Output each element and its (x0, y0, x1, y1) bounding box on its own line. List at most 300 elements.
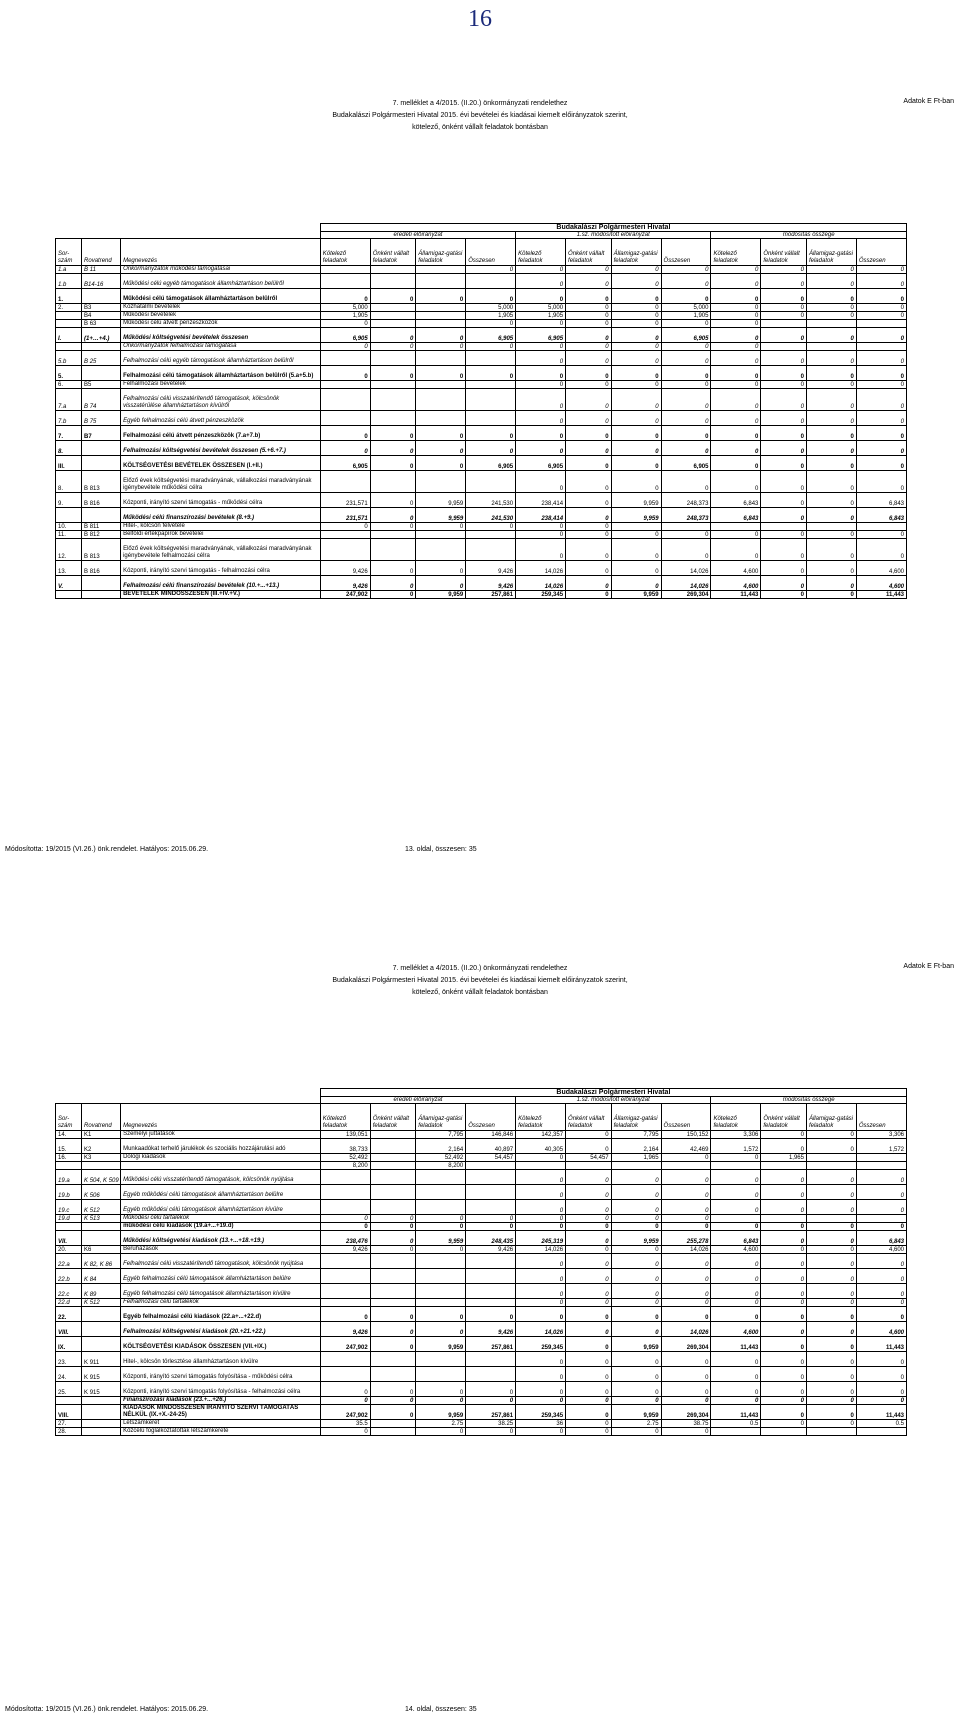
value-cell: 0 (856, 1170, 906, 1185)
value-cell: 9,959 (611, 493, 661, 508)
value-cell: 14,026 (516, 1246, 566, 1254)
value-cell (320, 1170, 370, 1185)
row-label: Belföldi értékpapírok bevételei (121, 531, 321, 539)
row-code: B 63 (82, 320, 121, 328)
value-cell: 4,600 (711, 1246, 761, 1254)
value-cell: 0 (806, 1269, 856, 1284)
value-cell: 0 (661, 1307, 711, 1322)
value-cell (856, 523, 906, 531)
table-row (56, 366, 907, 381)
value-cell: 0 (516, 289, 566, 304)
value-cell: 0 (370, 591, 416, 599)
value-cell: 0 (856, 1185, 906, 1200)
value-cell (566, 1162, 612, 1170)
value-cell: 0 (856, 1299, 906, 1307)
value-cell (466, 274, 516, 289)
value-cell: 146,846 (466, 1131, 516, 1139)
value-cell (416, 531, 466, 539)
value-cell (856, 1162, 906, 1170)
value-cell (711, 1428, 761, 1436)
value-cell (370, 1162, 416, 1170)
value-cell: 139,051 (320, 1131, 370, 1139)
row-code: B14-16 (82, 274, 121, 289)
value-cell: 0 (566, 1382, 612, 1397)
row-label: Működési célú átvett pénzeszközök (121, 320, 321, 328)
blank-cell (56, 232, 321, 239)
table-row (56, 1254, 907, 1269)
row-label: Közhatalmi bevételek (121, 304, 321, 312)
value-cell: 0 (370, 1405, 416, 1420)
row-number: 22. (56, 1307, 82, 1322)
value-cell: 4,600 (711, 1322, 761, 1337)
row-number: 2. (56, 304, 82, 312)
value-cell: 0 (856, 389, 906, 411)
value-cell: 0 (611, 1428, 661, 1436)
row-label: Munkaadókat terhelő járulékok és szociális hozzájárulási adó (121, 1139, 321, 1154)
value-cell: 0 (711, 1223, 761, 1231)
row-label: Felhalmozási célú visszatérítendő támogatások, kölcsönök visszatérülése államháztartáson kívülről (121, 389, 321, 411)
value-cell (466, 1162, 516, 1170)
value-cell: 3,306 (856, 1131, 906, 1139)
value-cell: 0 (611, 1200, 661, 1215)
value-cell (466, 531, 516, 539)
value-cell: 0 (761, 1223, 807, 1231)
row-number: 8. (56, 441, 82, 456)
row-label: Egyéb felhalmozási célú kiadások (22.a+...+22.d) (121, 1307, 321, 1322)
value-cell: 5,000 (661, 304, 711, 312)
value-cell: 0 (661, 351, 711, 366)
value-cell: 0 (566, 351, 612, 366)
row-label: Felhalmozási célú visszatérítendő támogatások, kölcsönök nyújtása (121, 1254, 321, 1269)
row-number (56, 1397, 82, 1405)
row-number (56, 1162, 82, 1170)
row-number: VIII. (56, 1405, 82, 1420)
table-row (56, 1185, 907, 1200)
value-cell: 248,373 (661, 508, 711, 523)
value-cell (320, 1185, 370, 1200)
value-cell: 14,026 (516, 576, 566, 591)
row-code (82, 1223, 121, 1231)
value-cell: 0 (661, 441, 711, 456)
value-cell: 0 (466, 1397, 516, 1405)
value-cell: 9,959 (611, 591, 661, 599)
row-label: Egyéb működési célú támogatások államháztartáson belülre (121, 1185, 321, 1200)
value-cell: 0 (566, 1185, 612, 1200)
value-cell: 0 (711, 1352, 761, 1367)
value-cell: 0 (761, 1269, 807, 1284)
value-cell: 257,861 (466, 591, 516, 599)
row-code: K 84 (82, 1269, 121, 1284)
value-cell: 0 (466, 441, 516, 456)
column-header: Kötelező feladatok (711, 1104, 761, 1131)
value-cell: 0 (711, 351, 761, 366)
value-cell: 0 (611, 531, 661, 539)
column-header: Kötelező feladatok (516, 1104, 566, 1131)
value-cell: 0 (761, 1382, 807, 1397)
table-row (56, 441, 907, 456)
value-cell: 0 (566, 1200, 612, 1215)
row-number: 22.c (56, 1284, 82, 1299)
value-cell: 0 (516, 1307, 566, 1322)
row-number: 19.b (56, 1185, 82, 1200)
value-cell: 0 (661, 381, 711, 389)
value-cell: 0 (856, 328, 906, 343)
value-cell (320, 1200, 370, 1215)
value-cell: 0 (761, 1322, 807, 1337)
column-header: Államigaz-gatási feladatok (416, 239, 466, 266)
table-row (56, 1337, 907, 1352)
value-cell (416, 351, 466, 366)
value-cell: 0 (711, 411, 761, 426)
value-cell: 0 (611, 576, 661, 591)
column-header: Megnevezés (121, 1104, 321, 1131)
value-cell: 0 (370, 1337, 416, 1352)
row-code: K1 (82, 1131, 121, 1139)
row-number (56, 591, 82, 599)
value-cell (466, 1284, 516, 1299)
value-cell: 4,600 (856, 1246, 906, 1254)
value-cell: 0 (761, 1337, 807, 1352)
value-cell (466, 1367, 516, 1382)
value-cell (806, 523, 856, 531)
table-row (56, 1405, 907, 1420)
footer-page: 14. oldal, összesen: 35 (405, 1706, 477, 1713)
row-label: Működési célú finanszírozási bevételek (8.+9.) (121, 508, 321, 523)
value-cell: 142,357 (516, 1131, 566, 1139)
value-cell: 0 (320, 1382, 370, 1397)
row-code: K 512 (82, 1299, 121, 1307)
value-cell: 1,965 (611, 1154, 661, 1162)
value-cell (370, 1139, 416, 1154)
group-header: eredeti előirányzat (320, 1097, 515, 1104)
value-cell: 0 (856, 471, 906, 493)
row-code: K 513 (82, 1215, 121, 1223)
value-cell: 5,000 (466, 304, 516, 312)
value-cell: 0 (661, 471, 711, 493)
value-cell: 9,426 (320, 1322, 370, 1337)
row-label: Működési célú tartalékok (121, 1215, 321, 1223)
value-cell (711, 523, 761, 531)
value-cell: 0 (806, 471, 856, 493)
value-cell (416, 320, 466, 328)
value-cell: 0 (566, 1337, 612, 1352)
value-cell: 0 (761, 1254, 807, 1269)
value-cell: 14,026 (661, 576, 711, 591)
row-code: (1+…+4.) (82, 328, 121, 343)
value-cell: 0 (516, 320, 566, 328)
value-cell (416, 1254, 466, 1269)
column-header: Megnevezés (121, 239, 321, 266)
row-number: 6. (56, 381, 82, 389)
row-code (82, 441, 121, 456)
value-cell: 0 (761, 1307, 807, 1322)
value-cell: 0 (806, 328, 856, 343)
table-row (56, 304, 907, 312)
value-cell: 9,959 (416, 1337, 466, 1352)
value-cell: 1,905 (516, 312, 566, 320)
value-cell (856, 343, 906, 351)
value-cell: 247,902 (320, 591, 370, 599)
column-header-row (56, 239, 907, 266)
column-header: Önként vállalt feladatok (761, 1104, 807, 1131)
value-cell: 0 (761, 1246, 807, 1254)
value-cell: 0 (761, 289, 807, 304)
value-cell (466, 1254, 516, 1269)
value-cell: 0 (761, 1185, 807, 1200)
value-cell (611, 1162, 661, 1170)
column-header: Összesen (466, 1104, 516, 1131)
row-number: VII. (56, 1231, 82, 1246)
value-cell: 0 (661, 343, 711, 351)
value-cell: 0 (806, 1170, 856, 1185)
value-cell: 0 (566, 1420, 612, 1428)
value-cell: 0 (806, 1223, 856, 1231)
value-cell: 6,843 (856, 1231, 906, 1246)
header-line2: Budakalászi Polgármesteri Hivatal 2015. évi bevételei és kiadásai kiemelt előirányzatok szerint, (332, 977, 628, 984)
row-code: B7 (82, 426, 121, 441)
value-cell: 0 (711, 274, 761, 289)
row-label: Működési költségvetési bevételek összesen (121, 328, 321, 343)
value-cell (416, 312, 466, 320)
value-cell: 0 (661, 1185, 711, 1200)
row-code (82, 289, 121, 304)
row-code: K 89 (82, 1284, 121, 1299)
value-cell: 1,572 (856, 1139, 906, 1154)
value-cell: 0 (856, 1307, 906, 1322)
table-row (56, 389, 907, 411)
value-cell: 0 (466, 289, 516, 304)
value-cell: 0 (566, 591, 612, 599)
value-cell: 259,345 (516, 1337, 566, 1352)
column-header: Összesen (466, 239, 516, 266)
row-label: Működési célú támogatások államháztartáson belülről (121, 289, 321, 304)
column-header: Államigaz-gatási feladatok (806, 239, 856, 266)
row-number: 14. (56, 1131, 82, 1139)
value-cell: 0 (566, 1284, 612, 1299)
revenue-table (55, 223, 907, 599)
table-row (56, 274, 907, 289)
value-cell: 0 (566, 312, 612, 320)
value-cell: 0 (856, 531, 906, 539)
value-cell (320, 1284, 370, 1299)
value-cell: 0 (711, 441, 761, 456)
value-cell: 0 (611, 1284, 661, 1299)
value-cell: 0 (806, 304, 856, 312)
value-cell: 238,476 (320, 1231, 370, 1246)
row-label: Központi, irányító szervi támogatás folyósítása - felhalmozási célra (121, 1382, 321, 1397)
row-code: B 813 (82, 471, 121, 493)
value-cell (320, 1367, 370, 1382)
value-cell: 8,200 (320, 1162, 370, 1170)
row-number: 5.b (56, 351, 82, 366)
value-cell: 9,959 (611, 508, 661, 523)
unit-note: Adatok E Ft-ban (903, 98, 954, 105)
row-label: Felhalmozási költségvetési bevételek összesen (5.+6.+7.) (121, 441, 321, 456)
row-number: 19.d (56, 1215, 82, 1223)
value-cell: 6,843 (711, 493, 761, 508)
row-label: Hitel-, kölcsön felvétele (121, 523, 321, 531)
institution-name: Budakalászi Polgármesteri Hivatal (320, 1089, 906, 1097)
value-cell (466, 1269, 516, 1284)
row-label: Hitel-, kölcsön törlesztése államháztartáson kívülre (121, 1352, 321, 1367)
column-header: Önként vállalt feladatok (761, 239, 807, 266)
value-cell: 0 (761, 508, 807, 523)
value-cell: 0 (761, 493, 807, 508)
value-cell: 9,959 (416, 1231, 466, 1246)
row-number: 12. (56, 539, 82, 561)
value-cell (711, 1215, 761, 1223)
value-cell: 11,443 (711, 1337, 761, 1352)
value-cell: 150,152 (661, 1131, 711, 1139)
value-cell: 0 (806, 1231, 856, 1246)
row-label: Egyéb felhalmozási célú átvett pénzeszközök (121, 411, 321, 426)
value-cell: 0 (611, 289, 661, 304)
value-cell: 0 (516, 471, 566, 493)
value-cell: 0 (516, 1284, 566, 1299)
value-cell: 0 (370, 343, 416, 351)
value-cell: 14,026 (516, 561, 566, 576)
value-cell: 0 (661, 1397, 711, 1405)
column-header-row (56, 1104, 907, 1131)
value-cell: 0 (661, 320, 711, 328)
value-cell: 257,861 (466, 1405, 516, 1420)
value-cell: 0 (761, 1367, 807, 1382)
value-cell: 38.25 (466, 1420, 516, 1428)
value-cell (466, 411, 516, 426)
value-cell (416, 381, 466, 389)
row-number: 28. (56, 1428, 82, 1436)
row-label: Felhalmozási költségvetési kiadások (20.+21.+22.) (121, 1322, 321, 1337)
value-cell: 0 (466, 1307, 516, 1322)
table-row (56, 471, 907, 493)
value-cell (416, 274, 466, 289)
column-header: Államigaz-gatási feladatok (611, 239, 661, 266)
row-label: Működési költségvetési kiadások (13.+...+18.+19.) (121, 1231, 321, 1246)
row-number: 27. (56, 1420, 82, 1428)
row-label: KIADÁSOK MINDÖSSZESEN IRÁNYÍTÓ SZERVI TÁMOGATÁS NÉLKÜL (IX.+X.-24-25) (121, 1405, 321, 1420)
row-label: Közcélú foglalkoztatottak létszámkerete (121, 1428, 321, 1436)
value-cell: 0 (761, 1231, 807, 1246)
value-cell (370, 351, 416, 366)
value-cell: 0 (611, 426, 661, 441)
value-cell: 4,600 (711, 561, 761, 576)
value-cell: 0 (516, 381, 566, 389)
value-cell: 6,905 (661, 456, 711, 471)
row-number: 24. (56, 1367, 82, 1382)
row-number (56, 508, 82, 523)
row-number: 22.b (56, 1269, 82, 1284)
value-cell: 9,426 (466, 1246, 516, 1254)
value-cell: 5,000 (320, 304, 370, 312)
value-cell: 0 (566, 426, 612, 441)
value-cell: 0 (416, 1382, 466, 1397)
table-row (56, 493, 907, 508)
value-cell (320, 411, 370, 426)
value-cell: 4,600 (711, 576, 761, 591)
value-cell: 0 (661, 389, 711, 411)
value-cell (320, 471, 370, 493)
value-cell: 0 (370, 1382, 416, 1397)
page14-header (0, 963, 960, 999)
column-header: Rovatrend (82, 1104, 121, 1131)
value-cell: 0 (856, 456, 906, 471)
table-row (56, 561, 907, 576)
table-row (56, 351, 907, 366)
value-cell (761, 1162, 807, 1170)
value-cell: 238,414 (516, 508, 566, 523)
footer-left: Módosította: 19/2015 (VI.26.) önk.rendelet. Hatályos: 2015.06.29. (5, 1706, 209, 1713)
value-cell: 7,795 (416, 1131, 466, 1139)
column-header: Sor-szám (56, 239, 82, 266)
row-label: Előző évek költségvetési maradványának, vállalkozási maradványának igénybevétele működési célra (121, 471, 321, 493)
value-cell: 0 (761, 1299, 807, 1307)
row-code: B 11 (82, 266, 121, 274)
value-cell (370, 1284, 416, 1299)
row-code (82, 576, 121, 591)
value-cell: 0 (416, 1307, 466, 1322)
value-cell: 0 (761, 304, 807, 312)
value-cell: 6,843 (711, 1231, 761, 1246)
value-cell: 0 (806, 1284, 856, 1299)
value-cell: 0 (806, 1307, 856, 1322)
value-cell: 0 (320, 1223, 370, 1231)
value-cell: 0 (566, 531, 612, 539)
row-number: 1.a (56, 266, 82, 274)
value-cell: 0 (566, 389, 612, 411)
value-cell: 0 (856, 289, 906, 304)
value-cell: 0 (711, 1200, 761, 1215)
row-code (82, 1405, 121, 1420)
value-cell: 0 (761, 576, 807, 591)
table-row (56, 312, 907, 320)
value-cell: 0 (711, 289, 761, 304)
row-label: Egyéb működési célú támogatások államháztartáson kívülre (121, 1200, 321, 1215)
value-cell: 0 (661, 1284, 711, 1299)
value-cell: 9,426 (320, 561, 370, 576)
value-cell (806, 1428, 856, 1436)
value-cell: 0 (516, 1269, 566, 1284)
value-cell (320, 1299, 370, 1307)
row-code (82, 1337, 121, 1352)
value-cell (416, 389, 466, 411)
value-cell: 0 (516, 1254, 566, 1269)
value-cell: 259,345 (516, 1405, 566, 1420)
value-cell (806, 320, 856, 328)
value-cell: 0 (370, 508, 416, 523)
value-cell: 0 (611, 1382, 661, 1397)
value-cell: 0 (516, 351, 566, 366)
row-code (82, 1307, 121, 1322)
value-cell: 0 (416, 456, 466, 471)
value-cell: 0 (761, 1420, 807, 1428)
value-cell: 0 (761, 312, 807, 320)
value-cell (370, 1428, 416, 1436)
row-label: Központi, irányító szervi támogatás - felhalmozási célra (121, 561, 321, 576)
value-cell: 2,164 (416, 1139, 466, 1154)
row-code (82, 1397, 121, 1405)
value-cell: 0 (370, 1397, 416, 1405)
row-number: 1.b (56, 274, 82, 289)
value-cell: 0 (611, 1223, 661, 1231)
column-header: Önként vállalt feladatok (566, 239, 612, 266)
table-row (56, 1131, 907, 1139)
value-cell (370, 471, 416, 493)
group-row (56, 232, 907, 239)
row-code (82, 1428, 121, 1436)
value-cell: 0 (611, 312, 661, 320)
value-cell: 0 (761, 366, 807, 381)
value-cell: 0 (611, 343, 661, 351)
